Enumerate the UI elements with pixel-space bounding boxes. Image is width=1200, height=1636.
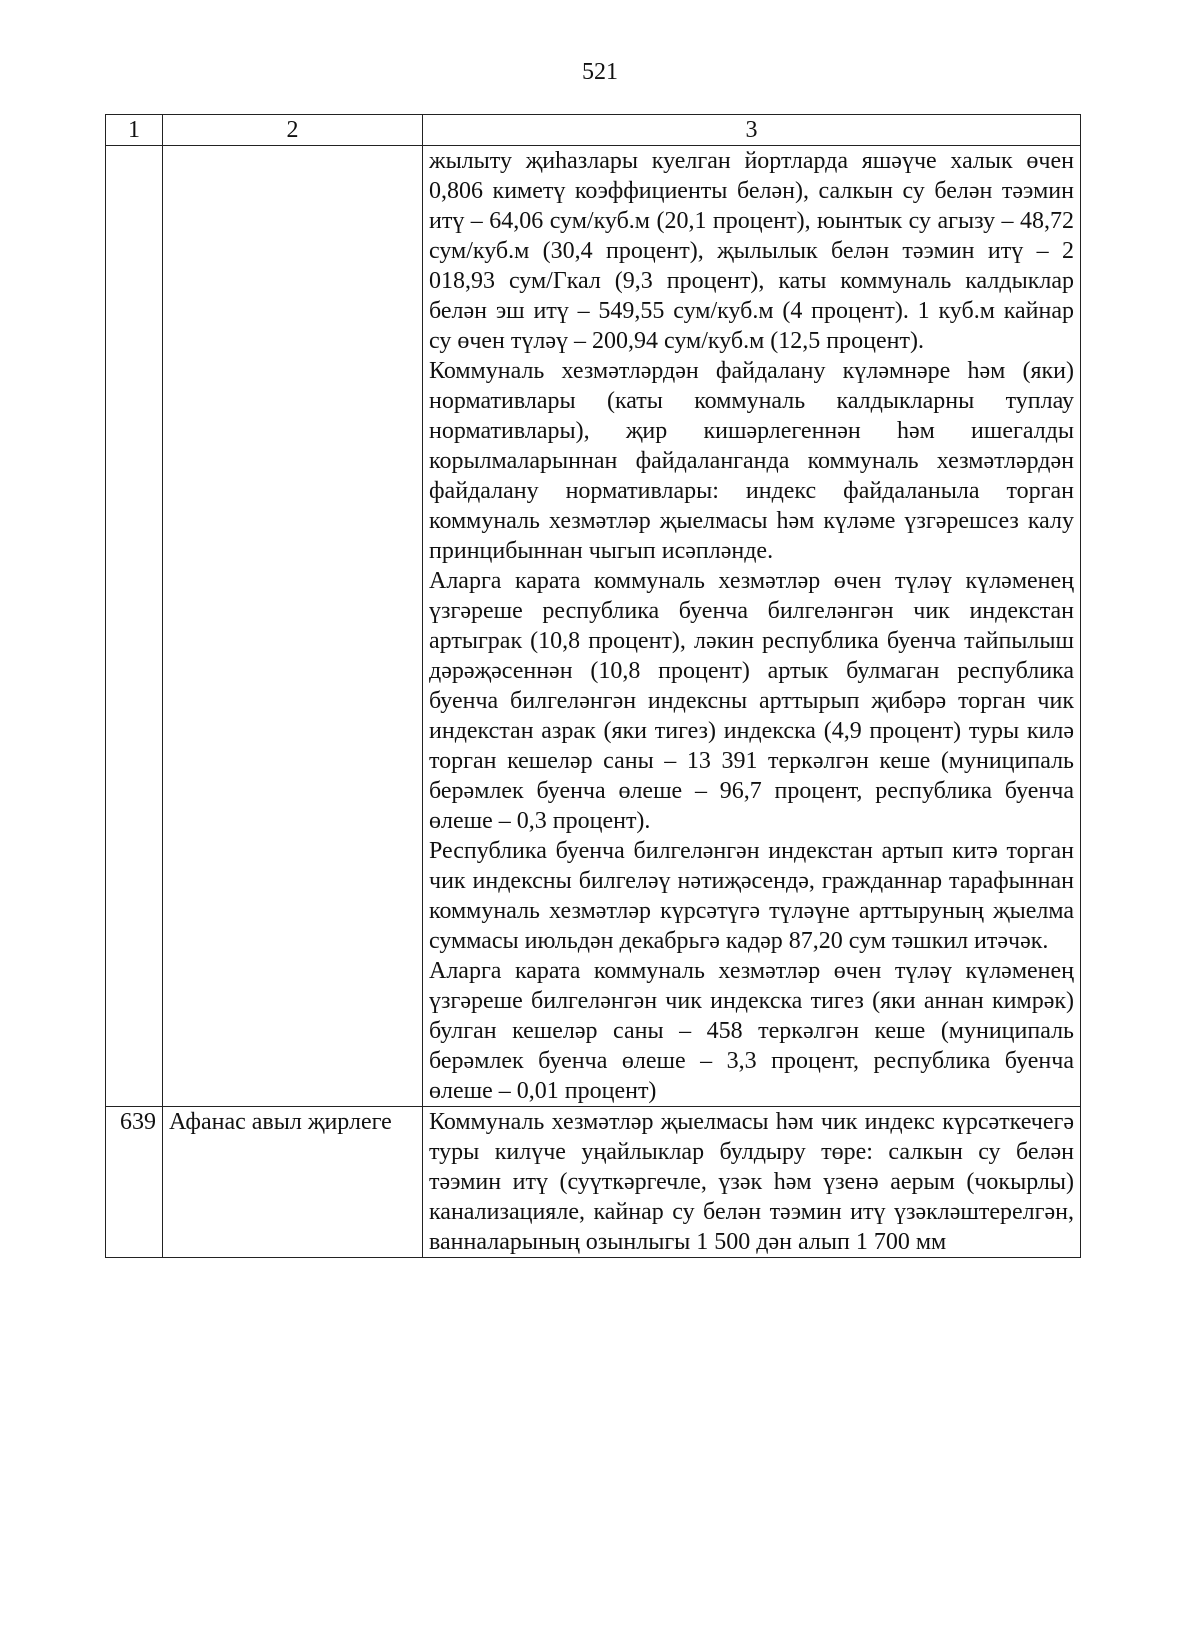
row-number-cell [106,146,163,1107]
description-cell [423,146,1081,1107]
column-header-1: 1 [106,115,163,146]
page-number: 521 [582,59,618,85]
table-row [106,1107,1081,1258]
paragraph: Аларга карата коммуналь хезмәтләр өчен түләү күләменең үзгәреше республика буенча билгеләнгән чик индекстан артыграк (10,8 процент), ләкин республика буенча тайпылыш дәрәҗәсеннән (10,8 процент) артык булмаган республика буенча билгеләнгән индексны арттырып җибәрә торган чик индекстан азрак (яки тигез) индекска (4,9 процент) туры килә торган кешеләр саны – 13 391 теркәлгән кеше (муниципаль берәмлек буенча өлеше – 96,7 процент, республика буенча өлеше – 0,3 процент). [429,568,1074,834]
data-table [105,114,1081,1258]
row-number-cell: 639 [106,1107,163,1258]
paragraph: Коммуналь хезмәтләрдән файдалану күләмнәре һәм (яки) нормативлары (каты коммуналь калдыкларны туплау нормативлары), җир кишәрлегеннән һәм ишегалды корылмаларыннан файдаланганда коммуналь хезмәтләрдән файдалану нормативлары: индекс файдаланыла торган коммуналь хезмәтләр җыелмасы һәм күләме үзгәрешсез калу принцибыннан чыгып исәпләнде. [429,358,1074,564]
paragraph: Аларга карата коммуналь хезмәтләр өчен түләү күләменең үзгәреше билгеләнгән чик индекска тигез (яки аннан кимрәк) булган кешеләр саны – 458 теркәлгән кеше (муниципаль берәмлек буенча өлеше – 3,3 процент, республика буенча өлеше – 0,01 процент) [429,958,1074,1104]
settlement-name-cell: Афанас авыл җирлеге [163,1107,423,1258]
paragraph: Коммуналь хезмәтләр җыелмасы һәм чик индекс күрсәткечегә туры килүче уңайлыклар булдыру төре: салкын су белән тәэмин итү (суүткәргечле, үзәк һәм үзенә аерым (чокырлы) канализацияле, кайнар су белән тәэмин итү үзәкләштерелгән, ванналарының озынлыгы 1 500 дән алып 1 700 мм [429,1109,1074,1255]
header-row [106,115,1081,146]
column-header-3: 3 [423,115,1081,146]
column-header-2: 2 [163,115,423,146]
paragraph: Республика буенча билгеләнгән индекстан артып китә торган чик индексны билгеләү нәтиҗәсендә, гражданнар тарафыннан коммуналь хезмәтләр күрсәтүгә түләүне арттыруның җыелма суммасы июльдән декабрьгә кадәр 87,20 сум тәшкил итәчәк. [429,838,1074,954]
settlement-name-cell [163,146,423,1107]
table-row [106,146,1081,1107]
description-cell [423,1107,1081,1258]
paragraph: жылыту җиһазлары куелган йортларда яшәүче халык өчен 0,806 киметү коэффициенты белән), салкын су белән тәэмин итү – 64,06 сум/куб.м (20,1 процент), юынтык су агызу – 48,72 сум/куб.м (30,4 процент), җылылык белән тәэмин итү – 2 018,93 сум/Гкал (9,3 процент), каты коммуналь калдыклар белән эш итү – 549,55 сум/куб.м (4 процент). 1 куб.м кайнар су өчен түләү – 200,94 сум/куб.м (12,5 процент). [429,148,1074,354]
